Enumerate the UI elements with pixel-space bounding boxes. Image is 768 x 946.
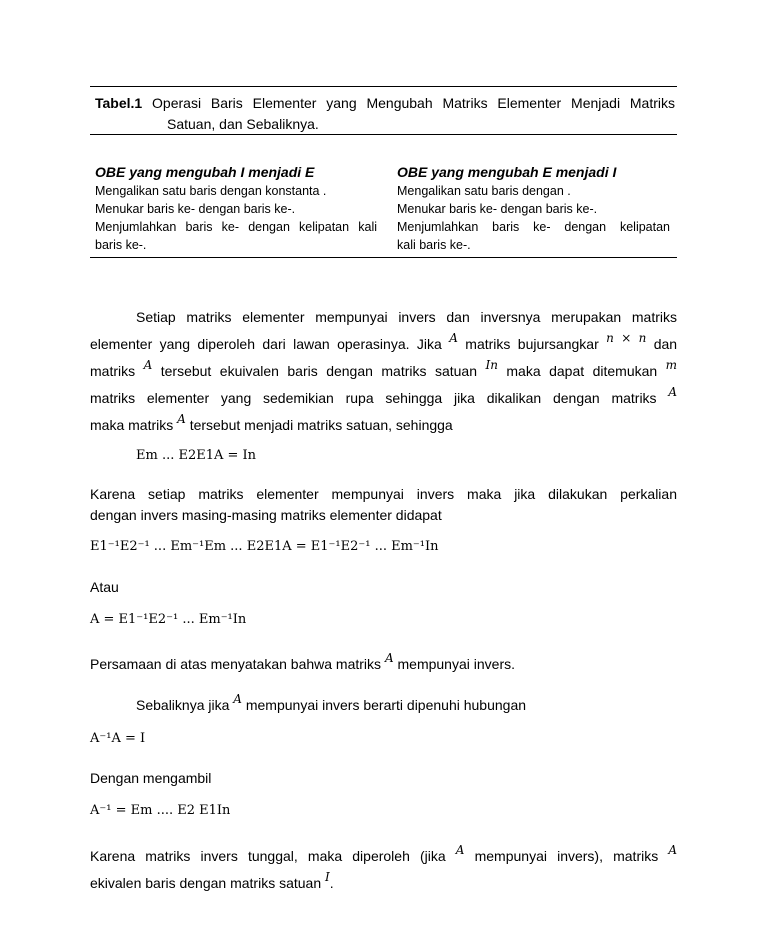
para6-line1-text-b: mempunyai invers), matriks <box>474 848 659 864</box>
paragraph-1 <box>90 304 677 439</box>
table-caption-label: Tabel.1 <box>95 95 143 111</box>
right-row-3b: kali baris ke-. <box>397 238 471 252</box>
para6-line2 <box>90 870 677 897</box>
math-n-times-n: n × n <box>606 331 647 345</box>
para6-line2-text-a: ekivalen baris dengan matriks satuan <box>90 875 322 891</box>
math-A: A <box>449 331 458 345</box>
paragraph-2 <box>90 484 677 526</box>
table-right-column <box>397 163 670 254</box>
math-A: A <box>233 692 242 706</box>
equation-5: A⁻¹ = Em .... E2 E1In <box>90 803 231 818</box>
para1-line5-text-a: maka matriks <box>90 417 174 433</box>
para2-line2: dengan invers masing-masing matriks elementer didapat <box>90 507 442 523</box>
para1-line3 <box>90 358 677 385</box>
atau-label: Atau <box>90 579 119 595</box>
para1-line4 <box>90 385 677 412</box>
table-caption-line2: Satuan, dan Sebaliknya. <box>167 116 319 132</box>
table-caption <box>95 93 675 135</box>
left-row-3a: Menjumlahkan baris ke- dengan kelipatan kali <box>95 220 377 234</box>
para1-line3-text-b: tersebut ekuivalen baris dengan matriks satuan <box>160 363 477 379</box>
table-caption-line1: Operasi Baris Elementer yang Mengubah Matriks Elementer Menjadi Matriks <box>152 95 676 111</box>
math-m: m <box>665 358 678 372</box>
para2-line1: Karena setiap matriks elementer mempunyai invers maka jika dilakukan perkalian <box>90 486 677 502</box>
equation-3: A = E1⁻¹E2⁻¹ ... Em⁻¹In <box>90 612 247 627</box>
table-left-column <box>95 163 377 254</box>
left-row-3b: baris ke-. <box>95 238 147 252</box>
table-top-rule <box>90 86 677 87</box>
right-column-header: OBE yang mengubah E menjadi I <box>397 164 617 180</box>
para1-line2 <box>90 331 677 358</box>
math-I: I <box>325 870 330 884</box>
equation-1: Em ... E2E1A = In <box>136 448 257 463</box>
left-column-header: OBE yang mengubah I menjadi E <box>95 164 315 180</box>
para3-text-a: Persamaan di atas menyatakan bahwa matriks <box>90 656 382 672</box>
para1-line5 <box>90 412 677 439</box>
table-header-rule <box>90 134 677 135</box>
para1-line5-text-b: tersebut menjadi matriks satuan, sehingga <box>189 417 453 433</box>
para1-line3-text-a: matriks <box>90 363 136 379</box>
para3-text-b: mempunyai invers. <box>397 656 515 672</box>
right-row-1: Mengalikan satu baris dengan . <box>397 184 571 198</box>
left-row-2: Menukar baris ke- dengan baris ke-. <box>95 202 296 216</box>
math-A: A <box>455 843 465 857</box>
right-row-2: Menukar baris ke- dengan baris ke-. <box>397 202 598 216</box>
left-row-1: Mengalikan satu baris dengan konstanta . <box>95 184 327 198</box>
math-I-n: In <box>485 358 498 372</box>
equation-4: A⁻¹A = I <box>90 731 146 746</box>
paragraph-4 <box>136 692 527 713</box>
para4-text-b: mempunyai invers berarti dipenuhi hubungan <box>245 697 527 713</box>
paragraph-3 <box>90 651 515 672</box>
para6-line1 <box>90 843 677 870</box>
para1-line4-text: matriks elementer yang sedemikian rupa sehingga jika dikalikan dengan matriks <box>90 390 657 406</box>
math-A: A <box>177 412 186 426</box>
para1-line2-text-b: matriks bujursangkar <box>465 336 599 352</box>
paragraph-5: Dengan mengambil <box>90 770 212 786</box>
para1-line2-text-c: dan <box>653 336 678 352</box>
para1-line2-text-a: elementer yang diperoleh dari lawan operasinya. Jika <box>90 336 442 352</box>
right-row-3a: Menjumlahkan baris ke- dengan kelipatan <box>397 220 670 234</box>
para6-line2-text-b: . <box>329 875 334 891</box>
math-A: A <box>143 358 153 372</box>
para1-line3-text-c: maka dapat ditemukan <box>506 363 658 379</box>
table-bottom-rule <box>90 257 677 258</box>
math-A: A <box>384 651 394 665</box>
math-A: A <box>668 843 678 857</box>
math-A: A <box>668 385 677 399</box>
paragraph-6 <box>90 843 677 897</box>
equation-2: E1⁻¹E2⁻¹ ... Em⁻¹Em ... E2E1A = E1⁻¹E2⁻¹ ... Em⁻¹In <box>90 539 439 554</box>
para6-line1-text-a: Karena matriks invers tunggal, maka diperoleh (jika <box>90 848 446 864</box>
para1-line1: Setiap matriks elementer mempunyai invers dan inversnya merupakan matriks <box>136 309 677 325</box>
para4-text-a: Sebaliknya jika <box>136 697 230 713</box>
